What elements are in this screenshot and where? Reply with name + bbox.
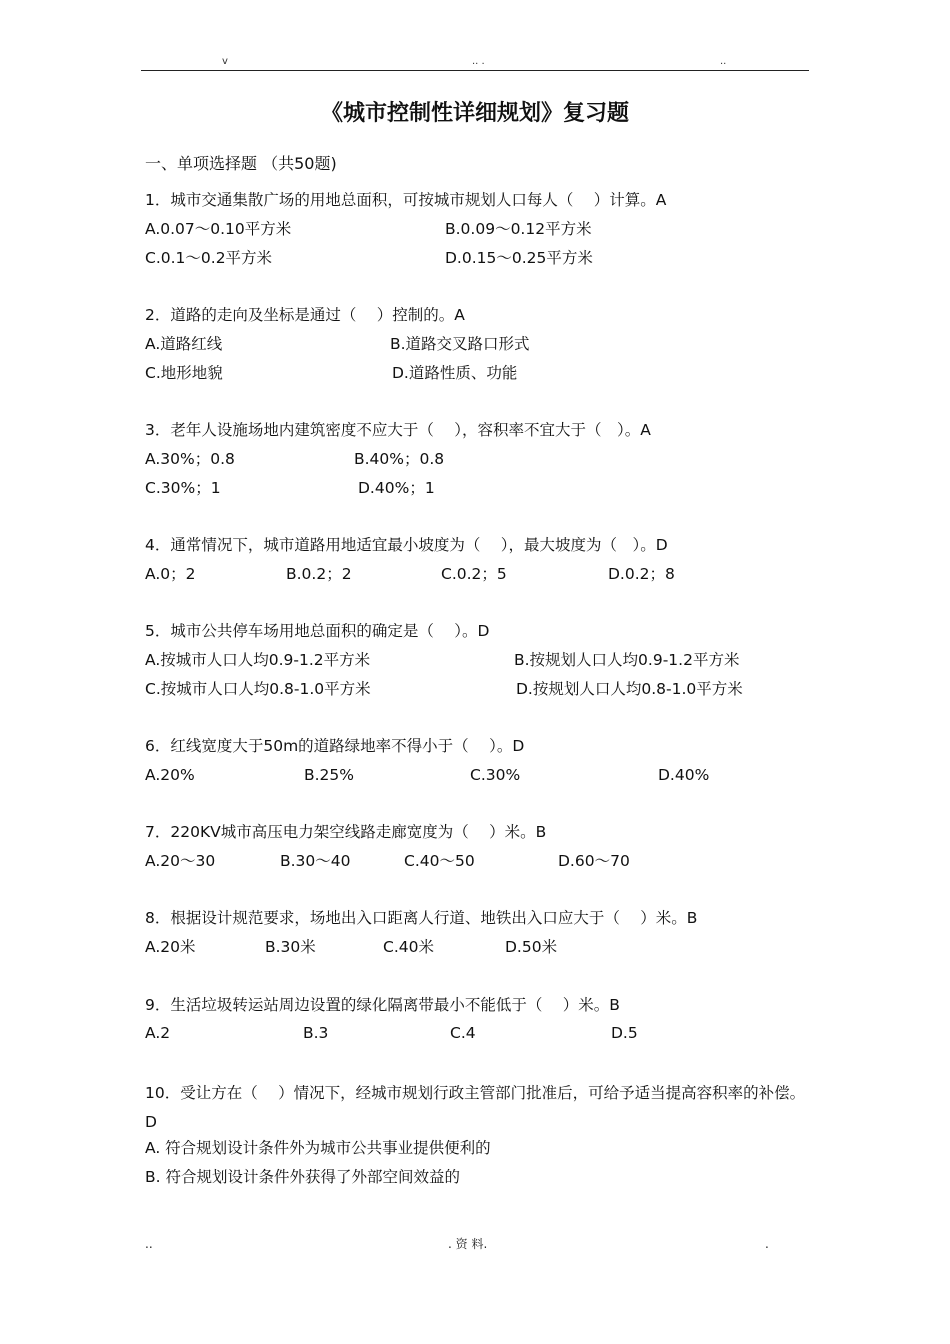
q2-option-b: B.道路交叉路口形式 — [390, 335, 530, 353]
q7-option-c: C.40～50 — [404, 852, 475, 870]
q6-option-c: C.30% — [470, 766, 521, 784]
q1-option-d: D.0.15～0.25平方米 — [445, 249, 593, 267]
q9-option-a: A.2 — [145, 1024, 171, 1042]
q5-option-c: C.按城市人口人均0.8-1.0平方米 — [145, 680, 371, 698]
q7-option-b: B.30～40 — [280, 852, 351, 870]
q6-option-d: D.40% — [658, 766, 710, 784]
question-10-stem: 10．受让方在（ ）情况下，经城市规划行政主管部门批准后，可给予适当提高容积率的补偿。D — [145, 1084, 806, 1131]
q5-option-d: D.按规划人口人均0.8-1.0平方米 — [516, 680, 743, 698]
footer-center-text: . 资 料. — [448, 1237, 488, 1251]
q10-option-b: B. 符合规划设计条件外获得了外部空间效益的 — [145, 1168, 460, 1186]
q8-option-c: C.40米 — [383, 938, 434, 956]
q4-option-b: B.0.2；2 — [286, 565, 352, 583]
header-mark-left: v — [222, 56, 228, 67]
header-rule — [141, 70, 809, 71]
question-9-stem: 9．生活垃圾转运站周边设置的绿化隔离带最小不能低于（ ）米。B — [145, 996, 620, 1014]
q10-option-a: A. 符合规划设计条件外为城市公共事业提供便利的 — [145, 1139, 491, 1157]
header-mark-right: .. — [720, 56, 727, 67]
q3-option-a: A.30%；0.8 — [145, 450, 235, 468]
q3-option-b: B.40%；0.8 — [354, 450, 445, 468]
q4-option-a: A.0；2 — [145, 565, 196, 583]
question-3-stem: 3．老年人设施场地内建筑密度不应大于（ ），容积率不宜大于（ ）。A — [145, 421, 651, 439]
q2-option-c: C.地形地貌 — [145, 364, 223, 382]
q4-option-c: C.0.2；5 — [441, 565, 507, 583]
q7-option-a: A.20～30 — [145, 852, 216, 870]
q5-option-a: A.按城市人口人均0.9-1.2平方米 — [145, 651, 371, 669]
q7-option-d: D.60～70 — [558, 852, 630, 870]
q8-option-a: A.20米 — [145, 938, 196, 956]
page-title: 《城市控制性详细规划》复习题 — [320, 101, 629, 126]
q9-option-b: B.3 — [303, 1024, 329, 1042]
q1-option-a: A.0.07～0.10平方米 — [145, 220, 292, 238]
section-heading: 一、单项选择题 （共50题) — [145, 154, 337, 173]
footer-mark-right: . — [765, 1237, 769, 1251]
q6-option-b: B.25% — [304, 766, 355, 784]
q9-option-d: D.5 — [611, 1024, 638, 1042]
question-4-stem: 4．通常情况下，城市道路用地适宜最小坡度为（ ），最大坡度为（ ）。D — [145, 536, 668, 554]
q8-option-b: B.30米 — [265, 938, 316, 956]
header-mark-center: .. . — [472, 56, 485, 67]
q3-option-c: C.30%；1 — [145, 479, 221, 497]
question-6-stem: 6．红线宽度大于50m的道路绿地率不得小于（ ）。D — [145, 737, 525, 755]
q4-option-d: D.0.2；8 — [608, 565, 675, 583]
q3-option-d: D.40%；1 — [358, 479, 435, 497]
q9-option-c: C.4 — [450, 1024, 476, 1042]
question-7-stem: 7．220KV城市高压电力架空线路走廊宽度为（ ）米。B — [145, 823, 547, 841]
question-8-stem: 8．根据设计规范要求，场地出入口距离人行道、地铁出入口应大于（ ）米。B — [145, 909, 698, 927]
q2-option-d: D.道路性质、功能 — [392, 364, 518, 382]
q8-option-d: D.50米 — [505, 938, 558, 956]
q1-option-b: B.0.09～0.12平方米 — [445, 220, 592, 238]
q1-option-c: C.0.1～0.2平方米 — [145, 249, 273, 267]
q2-option-a: A.道路红线 — [145, 335, 223, 353]
footer-mark-left: .. — [145, 1237, 153, 1251]
question-1-stem: 1．城市交通集散广场的用地总面积，可按城市规划人口每人（ ）计算。A — [145, 191, 667, 209]
q5-option-b: B.按规划人口人均0.9-1.2平方米 — [514, 651, 740, 669]
question-2-stem: 2．道路的走向及坐标是通过（ ）控制的。A — [145, 306, 465, 324]
question-5-stem: 5．城市公共停车场用地总面积的确定是（ ）。D — [145, 622, 490, 640]
q6-option-a: A.20% — [145, 766, 195, 784]
